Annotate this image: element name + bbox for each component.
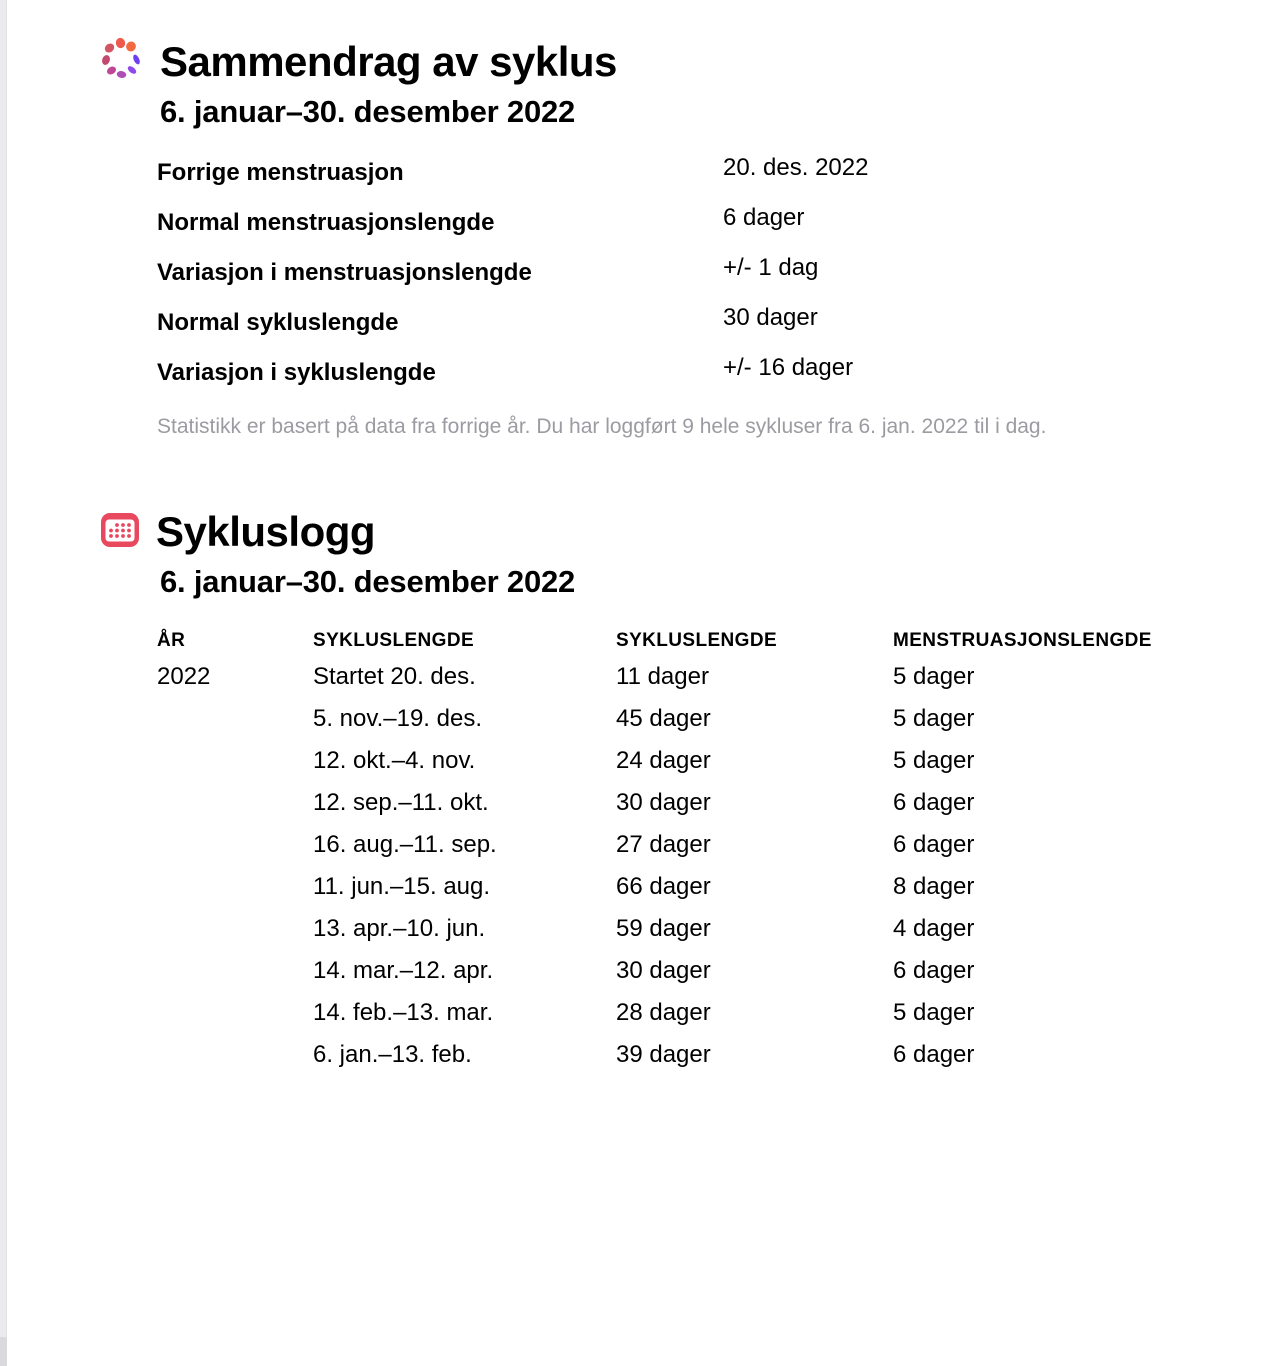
stat-label: Normal sykluslengde — [157, 309, 399, 336]
cell-cycle-length: 11 dager — [616, 663, 709, 690]
table-row — [157, 656, 1206, 698]
cell-menstruation-length: 5 dager — [893, 747, 975, 774]
cell-menstruation-length: 5 dager — [893, 705, 975, 732]
table-row — [157, 866, 1206, 908]
cell-menstruation-length: 6 dager — [893, 831, 975, 858]
summary-date-range: 6. januar–30. desember 2022 — [160, 94, 576, 129]
cell-cycle-length: 30 dager — [616, 957, 711, 984]
cycle-log-date-range: 6. januar–30. desember 2022 — [160, 564, 576, 599]
table-row — [157, 950, 1206, 992]
summary-title: Sammendrag av syklus — [160, 37, 617, 85]
cell-period: 5. nov.–19. des. — [313, 705, 483, 732]
column-header-menstruation-length: MENSTRUASJONSLENGDE — [893, 630, 1152, 651]
cell-cycle-length: 24 dager — [616, 747, 711, 774]
cycle-log-section — [100, 507, 1206, 1076]
cycle-log-table — [157, 626, 1206, 1076]
cell-menstruation-length: 6 dager — [893, 1041, 975, 1068]
stat-label: Forrige menstruasjon — [157, 159, 404, 186]
column-header-cycle-period: SYKLUSLENGDE — [313, 630, 475, 651]
cell-cycle-length: 30 dager — [616, 789, 711, 816]
table-row — [157, 824, 1206, 866]
cell-menstruation-length: 5 dager — [893, 663, 975, 690]
cell-period: 6. jan.–13. feb. — [313, 1041, 472, 1068]
cycle-dots-icon — [100, 36, 144, 87]
cell-cycle-length: 59 dager — [616, 915, 711, 942]
stat-value: 6 dager — [723, 204, 805, 231]
stat-label: Variasjon i menstruasjonslengde — [157, 259, 532, 286]
stat-value: +/- 16 dager — [723, 354, 854, 381]
cell-period: Startet 20. des. — [313, 663, 476, 690]
cell-period: 13. apr.–10. jun. — [313, 915, 486, 942]
stat-label: Normal menstruasjonslengde — [157, 209, 495, 236]
summary-section — [100, 36, 1206, 443]
cell-cycle-length: 27 dager — [616, 831, 711, 858]
cell-cycle-length: 45 dager — [616, 705, 711, 732]
stat-row — [157, 354, 1206, 408]
stat-label: Variasjon i sykluslengde — [157, 359, 436, 386]
summary-stats — [157, 154, 1206, 408]
cell-cycle-length: 39 dager — [616, 1041, 711, 1068]
cell-menstruation-length: 6 dager — [893, 957, 975, 984]
table-row — [157, 992, 1206, 1034]
window-edge-strip-bottom — [0, 1337, 7, 1366]
cell-period: 12. okt.–4. nov. — [313, 747, 476, 774]
stat-row — [157, 304, 1206, 358]
stat-value: 20. des. 2022 — [723, 154, 869, 181]
stat-row — [157, 154, 1206, 208]
stat-value: 30 dager — [723, 304, 818, 331]
cell-menstruation-length: 5 dager — [893, 999, 975, 1026]
cell-menstruation-length: 4 dager — [893, 915, 975, 942]
cycle-log-header — [100, 507, 1206, 557]
summary-note: Statistikk er basert på data fra forrige år. Du har loggført 9 hele sykluser fra 6. jan. 2022 til i dag. — [157, 415, 1047, 438]
cell-year: 2022 — [157, 663, 211, 690]
table-row — [157, 908, 1206, 950]
window-edge-strip — [0, 0, 7, 1366]
column-header-year: ÅR — [157, 630, 186, 651]
cell-menstruation-length: 8 dager — [893, 873, 975, 900]
table-row — [157, 782, 1206, 824]
calendar-icon — [100, 512, 140, 553]
table-row — [157, 698, 1206, 740]
column-header-cycle-length: SYKLUSLENGDE — [616, 630, 778, 651]
table-header-row — [157, 626, 1206, 656]
cell-period: 12. sep.–11. okt. — [313, 789, 489, 816]
cell-cycle-length: 28 dager — [616, 999, 711, 1026]
stat-value: +/- 1 dag — [723, 254, 819, 281]
cell-cycle-length: 66 dager — [616, 873, 711, 900]
summary-header — [100, 36, 1206, 87]
cycle-log-title: Sykluslogg — [156, 508, 376, 555]
cell-period: 14. mar.–12. apr. — [313, 957, 494, 984]
cell-period: 14. feb.–13. mar. — [313, 999, 494, 1026]
table-row — [157, 1034, 1206, 1076]
cell-period: 16. aug.–11. sep. — [313, 831, 497, 858]
stat-row — [157, 254, 1206, 308]
table-row — [157, 740, 1206, 782]
cell-menstruation-length: 6 dager — [893, 789, 975, 816]
stat-row — [157, 204, 1206, 258]
cell-period: 11. jun.–15. aug. — [313, 873, 491, 900]
